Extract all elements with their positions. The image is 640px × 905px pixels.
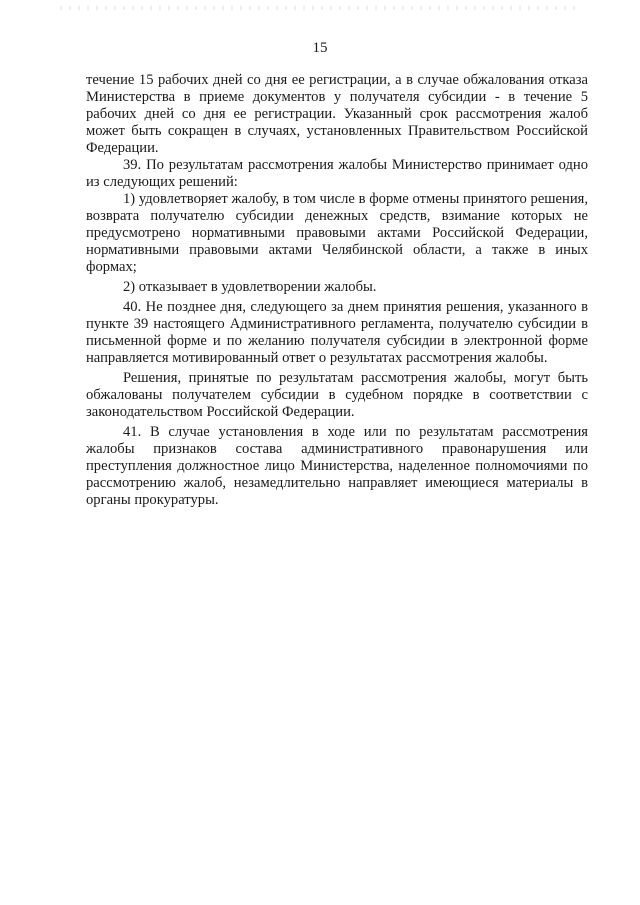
paragraph-item-41: 41. В случае установления в ходе или по результатам рассмотрения жалобы признаков состава административного правонарушения или преступления должностное лицо Министерства, наделенное полномочиями по рассмотрению жалоб, незамедлительно направляет имеющиеся материалы в органы прокуратуры. (86, 424, 588, 508)
scan-artifact (60, 6, 580, 10)
paragraph-item-39: 39. По результатам рассмотрения жалобы Министерство принимает одно из следующих решений: (86, 157, 588, 190)
paragraph-item-40: 40. Не позднее дня, следующего за днем принятия решения, указанного в пункте 39 настоящего Административного регламента, получателю субсидии в письменной форме и по желанию получателя субсидии в электронной форме направляется мотивированный ответ о результатах рассмотрения жалобы. (86, 299, 588, 366)
paragraph-appeal-decisions: Решения, принятые по результатам рассмотрения жалобы, могут быть обжалованы получателем субсидии в судебном порядке в соответствии с законодательством Российской Федерации. (86, 370, 588, 420)
paragraph-continuation: течение 15 рабочих дней со дня ее регистрации, а в случае обжалования отказа Министерства в приеме документов у получателя субсидии - в течение 5 рабочих дней со дня ее регистрации. Указанный срок рассмотрения жалоб может быть сокращен в случаях, установленных Правительством Российской Федерации. (86, 72, 588, 156)
page-number: 15 (312, 40, 328, 56)
document-body (86, 72, 588, 509)
paragraph-subitem-1: 1) удовлетворяет жалобу, в том числе в форме отмены принятого решения, возврата получателю субсидии денежных средств, взимание которых не предусмотрено нормативными правовыми актами Российской Федерации, нормативными правовыми актами Челябинской области, а также в иных формах; (86, 191, 588, 275)
paragraph-subitem-2: 2) отказывает в удовлетворении жалобы. (123, 279, 377, 295)
